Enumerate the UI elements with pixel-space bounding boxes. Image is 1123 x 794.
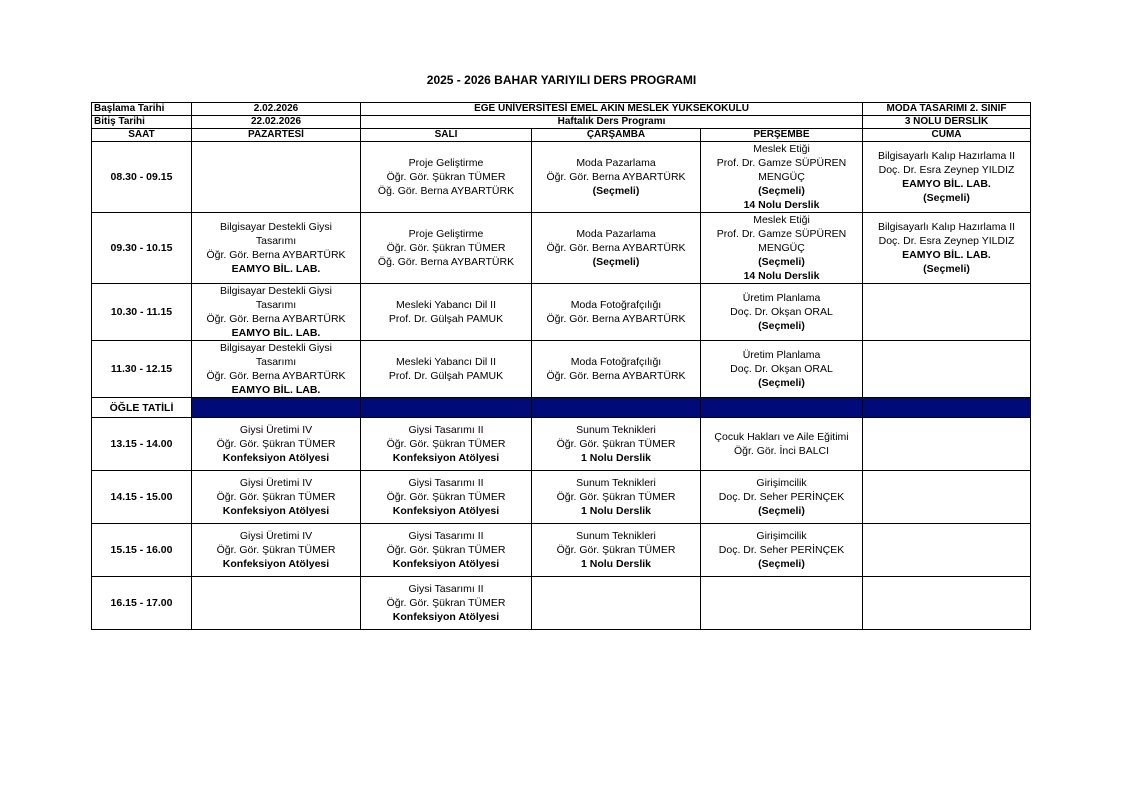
- schedule-row: [92, 341, 1031, 398]
- program-type: Haftalık Ders Programı: [361, 116, 863, 129]
- course-detail: Öğr. Gör. Berna AYBARTÜRK: [546, 242, 686, 254]
- course-cell-cuma: [863, 577, 1031, 630]
- course-name: Giysi Üretimi IV: [239, 424, 313, 436]
- time-slot: 13.15 - 14.00: [92, 418, 192, 471]
- schedule-row: [92, 471, 1031, 524]
- course-detail: Öğ. Gör. Berna AYBARTÜRK: [377, 256, 515, 268]
- course-cell-carsamba: [532, 341, 701, 398]
- course-name: Sunum Teknikleri: [576, 530, 656, 542]
- course-cell-carsamba: [532, 284, 701, 341]
- schedule-row: [92, 577, 1031, 630]
- course-detail: Öğr. Gör. İnci BALCI: [733, 445, 830, 457]
- day-header-sali: SALI: [361, 129, 532, 142]
- course-cell-pazartesi: [192, 577, 361, 630]
- end-date-label: Bitiş Tarihi: [92, 116, 192, 129]
- course-note: Konfeksiyon Atölyesi: [222, 558, 330, 570]
- course-name: Bilgisayar Destekli Giysi: [219, 285, 333, 297]
- course-cell-carsamba: [532, 418, 701, 471]
- course-name: Üretim Planlama: [742, 292, 821, 304]
- course-detail: Öğr. Gör. Berna AYBARTÜRK: [546, 171, 686, 183]
- course-note: Konfeksiyon Atölyesi: [392, 611, 500, 623]
- course-note: EAMYO BİL. LAB.: [231, 327, 321, 339]
- course-detail: Doç. Dr. Seher PERİNÇEK: [718, 544, 845, 556]
- course-name: Proje Geliştirme: [408, 228, 484, 240]
- time-slot: 09.30 - 10.15: [92, 213, 192, 284]
- classroom-name: 3 NOLU DERSLİK: [863, 116, 1031, 129]
- lunch-fill-cuma: [863, 398, 1031, 418]
- course-note: (Seçmeli): [758, 320, 805, 332]
- course-note: EAMYO BİL. LAB.: [902, 178, 991, 190]
- course-detail: Öğr. Gör. Berna AYBARTÜRK: [546, 370, 686, 382]
- course-detail: Prof. Dr. Gülşah PAMUK: [388, 313, 504, 325]
- time-slot: 15.15 - 16.00: [92, 524, 192, 577]
- course-name: Giysi Tasarımı II: [408, 583, 484, 595]
- lunch-row: [92, 398, 1031, 418]
- course-name: Mesleki Yabancı Dil II: [396, 356, 496, 368]
- course-note: (Seçmeli): [592, 185, 640, 197]
- course-name: Moda Fotoğrafçılığı: [570, 356, 662, 368]
- course-detail: Öğr. Gör. Berna AYBARTÜRK: [206, 370, 346, 382]
- time-slot: 14.15 - 15.00: [92, 471, 192, 524]
- course-detail: Prof. Dr. Gamze SÜPÜREN: [716, 228, 847, 240]
- course-note: Konfeksiyon Atölyesi: [222, 505, 330, 517]
- course-detail: Doç. Dr. Seher PERİNÇEK: [718, 491, 845, 503]
- course-detail: Öğr. Gör. Şükran TÜMER: [556, 544, 676, 556]
- course-cell-sali: [361, 284, 532, 341]
- course-note: (Seçmeli): [758, 256, 805, 268]
- course-detail: Öğ. Gör. Berna AYBARTÜRK: [377, 185, 515, 197]
- time-slot: 08.30 - 09.15: [92, 142, 192, 213]
- end-date-value: 22.02.2026: [192, 116, 361, 129]
- course-cell-sali: [361, 213, 532, 284]
- course-cell-persembe: [701, 284, 863, 341]
- course-cell-persembe: [701, 524, 863, 577]
- course-detail: Doç. Dr. Esra Zeynep YILDIZ: [878, 235, 1015, 247]
- course-name: Giysi Üretimi IV: [239, 477, 313, 489]
- course-note: (Seçmeli): [758, 505, 805, 517]
- course-note: Konfeksiyon Atölyesi: [392, 558, 500, 570]
- course-detail: Öğr. Gör. Şükran TÜMER: [216, 491, 336, 503]
- course-detail: Tasarımı: [255, 356, 297, 368]
- course-note: 1 Nolu Derslik: [580, 558, 652, 570]
- course-cell-cuma: [863, 142, 1031, 213]
- day-header-cuma: CUMA: [863, 129, 1031, 142]
- time-slot: 10.30 - 11.15: [92, 284, 192, 341]
- page-title: 2025 - 2026 BAHAR YARIYILI DERS PROGRAMI: [426, 73, 697, 87]
- course-note: Konfeksiyon Atölyesi: [392, 452, 500, 464]
- course-name: Meslek Etiği: [753, 214, 810, 226]
- time-slot: 16.15 - 17.00: [92, 577, 192, 630]
- course-detail: Öğr. Gör. Berna AYBARTÜRK: [546, 313, 686, 325]
- day-header-persembe: PERŞEMBE: [701, 129, 863, 142]
- course-detail: Öğr. Gör. Berna AYBARTÜRK: [206, 249, 346, 261]
- course-cell-sali: [361, 142, 532, 213]
- course-name: Moda Fotoğrafçılığı: [570, 299, 662, 311]
- course-detail: Prof. Dr. Gülşah PAMUK: [388, 370, 504, 382]
- start-date-value: 2.02.2026: [192, 103, 361, 116]
- day-header-carsamba: ÇARŞAMBA: [532, 129, 701, 142]
- course-name: Bilgisayarlı Kalıp Hazırlama II: [877, 221, 1016, 233]
- schedule-row: [92, 418, 1031, 471]
- lunch-fill-carsamba: [532, 398, 701, 418]
- course-name: Giysi Üretimi IV: [239, 530, 313, 542]
- course-cell-pazartesi: [192, 284, 361, 341]
- course-cell-carsamba: [532, 142, 701, 213]
- time-slot: 11.30 - 12.15: [92, 341, 192, 398]
- course-detail: Öğr. Gör. Şükran TÜMER: [216, 438, 336, 450]
- lunch-fill-sali: [361, 398, 532, 418]
- course-note: (Seçmeli): [923, 192, 970, 204]
- course-name: Girişimcilik: [756, 477, 807, 489]
- course-note: (Seçmeli): [592, 256, 640, 268]
- class-name: MODA TASARIMI 2. SINIF: [863, 103, 1031, 116]
- course-name: Bilgisayarlı Kalıp Hazırlama II: [877, 150, 1016, 162]
- course-cell-cuma: [863, 418, 1031, 471]
- course-name: Meslek Etiği: [753, 143, 810, 155]
- course-detail: Öğr. Gör. Şükran TÜMER: [556, 438, 676, 450]
- end-date-row: [92, 116, 1031, 129]
- course-note: 1 Nolu Derslik: [580, 452, 652, 464]
- course-cell-pazartesi: [192, 524, 361, 577]
- course-cell-carsamba: [532, 577, 701, 630]
- course-cell-persembe: [701, 341, 863, 398]
- course-cell-carsamba: [532, 213, 701, 284]
- start-date-row: [92, 103, 1031, 116]
- course-cell-pazartesi: [192, 341, 361, 398]
- course-detail: Öğr. Gör. Şükran TÜMER: [386, 171, 506, 183]
- course-detail: MENGÜÇ: [758, 242, 805, 254]
- course-detail: Öğr. Gör. Şükran TÜMER: [386, 491, 506, 503]
- school-name: EGE ÜNİVERSİTESİ EMEL AKIN MESLEK YÜKSEKOKULU: [361, 103, 863, 116]
- course-note: Konfeksiyon Atölyesi: [222, 452, 330, 464]
- schedule-row: [92, 284, 1031, 341]
- course-name: Girişimcilik: [756, 530, 807, 542]
- course-name: Moda Pazarlama: [576, 157, 656, 169]
- schedule-table: [91, 102, 1031, 630]
- course-detail: Öğr. Gör. Berna AYBARTÜRK: [206, 313, 346, 325]
- course-detail: Prof. Dr. Gamze SÜPÜREN: [716, 157, 847, 169]
- course-detail: Tasarımı: [255, 235, 297, 247]
- course-name: Bilgisayar Destekli Giysi: [219, 221, 333, 233]
- course-name: Proje Geliştirme: [408, 157, 484, 169]
- course-note: EAMYO BİL. LAB.: [231, 263, 321, 275]
- course-note: 14 Nolu Derslik: [743, 199, 820, 211]
- course-cell-cuma: [863, 341, 1031, 398]
- course-detail: Öğr. Gör. Şükran TÜMER: [216, 544, 336, 556]
- course-cell-cuma: [863, 471, 1031, 524]
- course-detail: Öğr. Gör. Şükran TÜMER: [386, 544, 506, 556]
- course-detail: Öğr. Gör. Şükran TÜMER: [386, 242, 506, 254]
- course-cell-persembe: [701, 577, 863, 630]
- course-cell-persembe: [701, 142, 863, 213]
- lunch-label: ÖĞLE TATİLİ: [92, 398, 192, 418]
- course-cell-carsamba: [532, 524, 701, 577]
- course-note: (Seçmeli): [923, 263, 970, 275]
- course-cell-pazartesi: [192, 142, 361, 213]
- day-header-row: [92, 129, 1031, 142]
- day-header-pazartesi: PAZARTESİ: [192, 129, 361, 142]
- course-note: (Seçmeli): [758, 558, 805, 570]
- course-note: EAMYO BİL. LAB.: [902, 249, 991, 261]
- course-detail: Tasarımı: [255, 299, 297, 311]
- course-name: Giysi Tasarımı II: [408, 477, 484, 489]
- course-cell-carsamba: [532, 471, 701, 524]
- lunch-fill-pazartesi: [192, 398, 361, 418]
- course-cell-sali: [361, 471, 532, 524]
- course-cell-cuma: [863, 213, 1031, 284]
- start-date-label: Başlama Tarihi: [92, 103, 192, 116]
- course-cell-persembe: [701, 471, 863, 524]
- course-note: Konfeksiyon Atölyesi: [392, 505, 500, 517]
- course-detail: Doç. Dr. Esra Zeynep YILDIZ: [878, 164, 1015, 176]
- course-detail: Doç. Dr. Okşan ORAL: [730, 363, 833, 375]
- course-name: Giysi Tasarımı II: [408, 530, 484, 542]
- course-cell-sali: [361, 524, 532, 577]
- course-cell-cuma: [863, 524, 1031, 577]
- course-name: Sunum Teknikleri: [576, 424, 656, 436]
- course-detail: MENGÜÇ: [758, 171, 805, 183]
- course-note: EAMYO BİL. LAB.: [231, 384, 321, 396]
- schedule-row: [92, 524, 1031, 577]
- course-detail: Doç. Dr. Okşan ORAL: [730, 306, 833, 318]
- course-cell-pazartesi: [192, 213, 361, 284]
- course-name: Bilgisayar Destekli Giysi: [219, 342, 333, 354]
- course-name: Moda Pazarlama: [576, 228, 656, 240]
- course-note: 1 Nolu Derslik: [580, 505, 652, 517]
- course-cell-sali: [361, 418, 532, 471]
- schedule-row: [92, 213, 1031, 284]
- course-cell-sali: [361, 577, 532, 630]
- course-note: (Seçmeli): [758, 185, 805, 197]
- course-cell-persembe: [701, 418, 863, 471]
- course-detail: Öğr. Gör. Şükran TÜMER: [556, 491, 676, 503]
- course-name: Giysi Tasarımı II: [408, 424, 484, 436]
- day-header-saat: SAAT: [92, 129, 192, 142]
- course-detail: Öğr. Gör. Şükran TÜMER: [386, 438, 506, 450]
- course-cell-pazartesi: [192, 418, 361, 471]
- course-detail: Öğr. Gör. Şükran TÜMER: [386, 597, 506, 609]
- course-cell-sali: [361, 341, 532, 398]
- course-name: Sunum Teknikleri: [576, 477, 656, 489]
- course-cell-pazartesi: [192, 471, 361, 524]
- course-name: Çocuk Hakları ve Aile Eğitimi: [714, 431, 849, 443]
- schedule-row: [92, 142, 1031, 213]
- course-note: 14 Nolu Derslik: [743, 270, 820, 282]
- course-name: Üretim Planlama: [742, 349, 821, 361]
- course-cell-persembe: [701, 213, 863, 284]
- course-name: Mesleki Yabancı Dil II: [396, 299, 496, 311]
- course-cell-cuma: [863, 284, 1031, 341]
- course-note: (Seçmeli): [758, 377, 805, 389]
- lunch-fill-persembe: [701, 398, 863, 418]
